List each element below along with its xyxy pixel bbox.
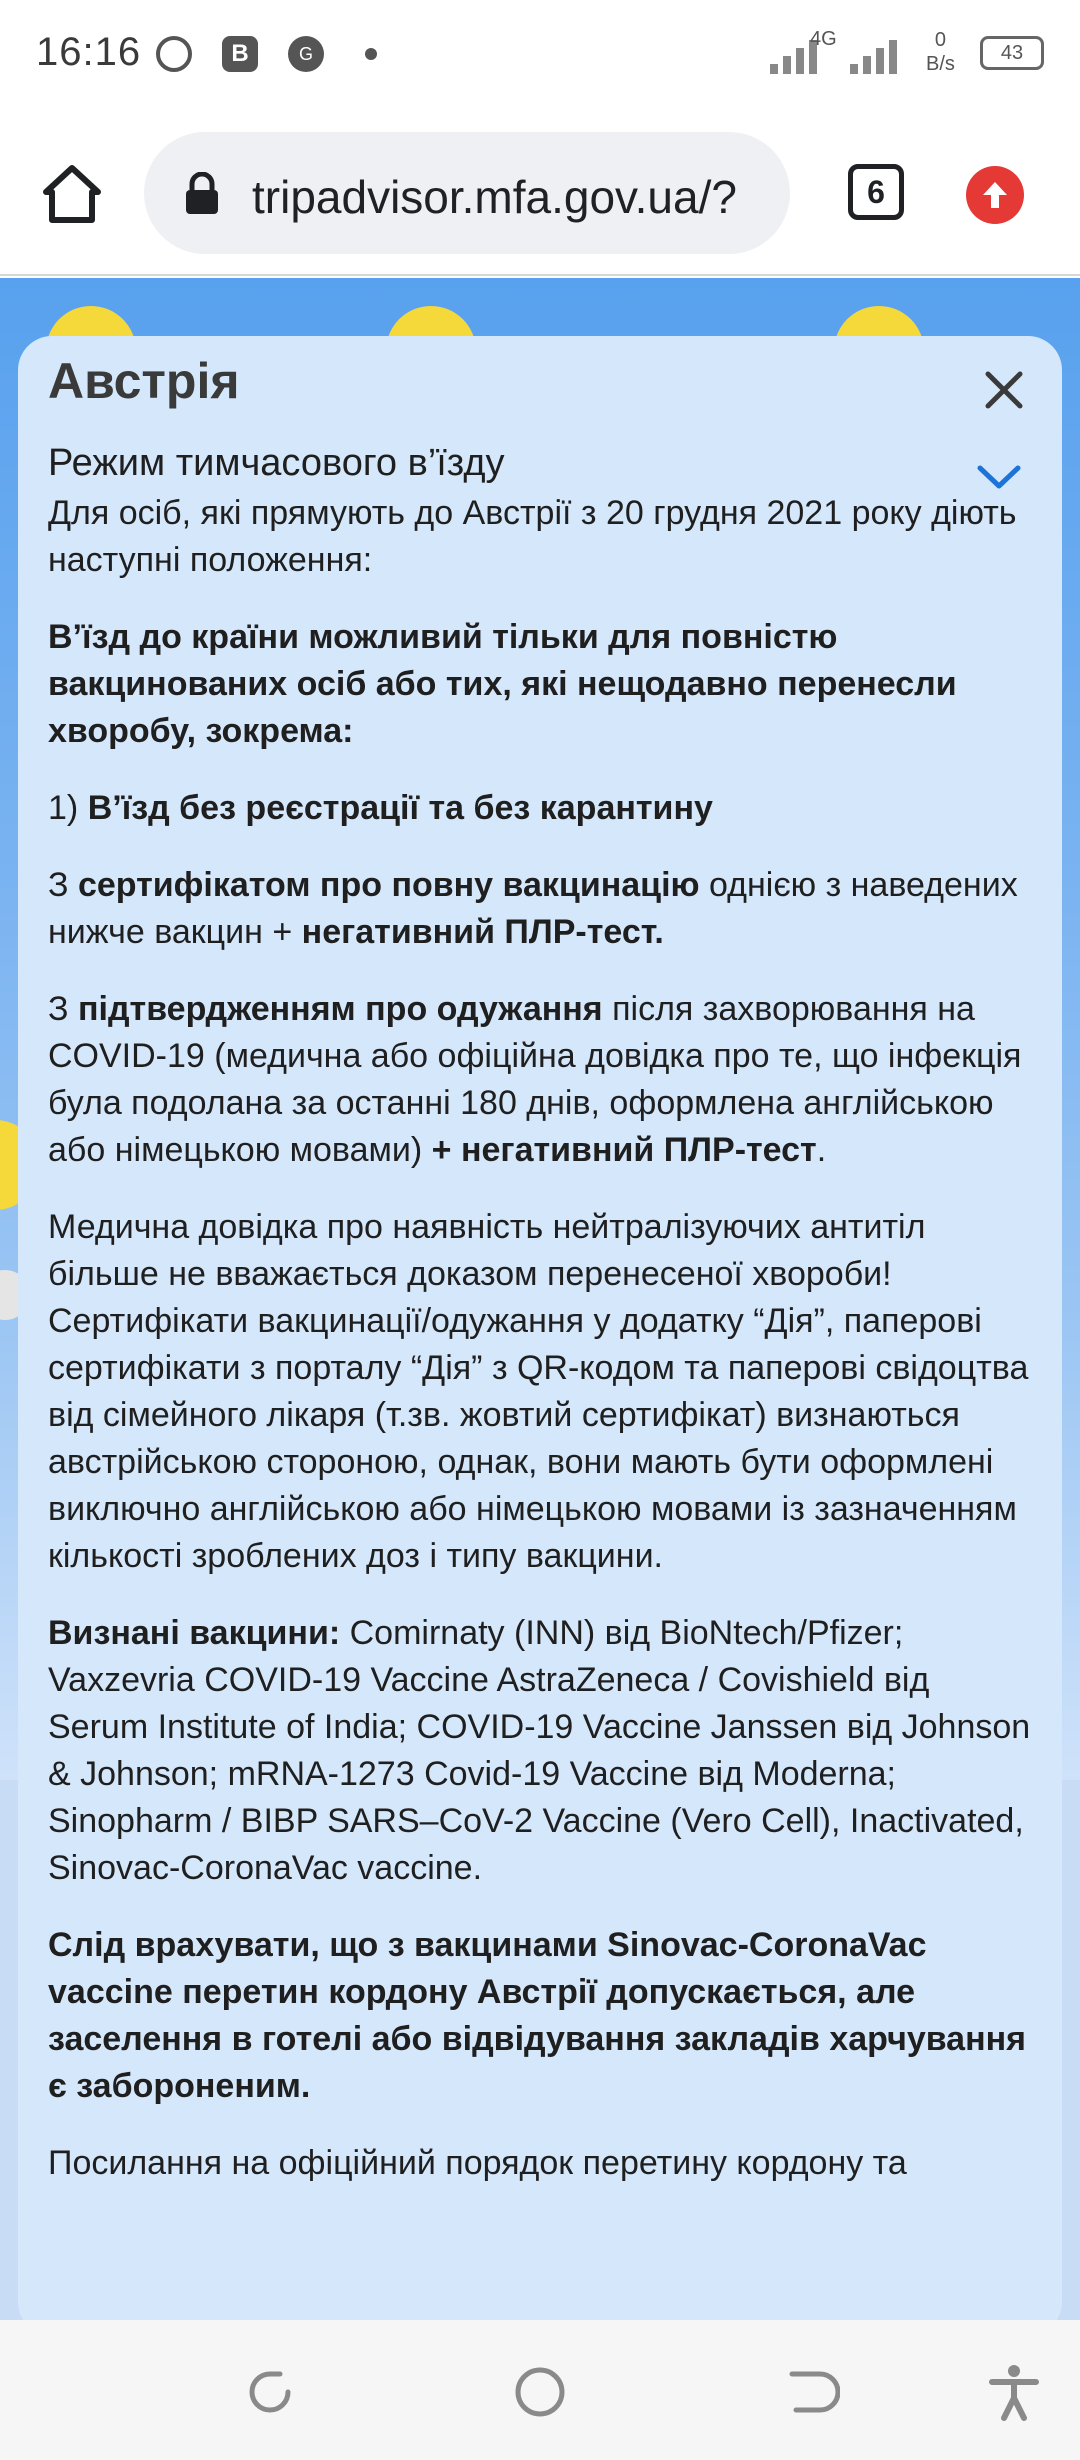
vaccination-cert-text: [48, 862, 1038, 956]
country-info-modal: [18, 336, 1062, 2336]
modal-content: [48, 490, 1038, 2217]
modal-title: Австрія: [48, 353, 240, 409]
recov-bold2: + негативний ПЛР-тест: [431, 1131, 817, 1169]
home-circle-icon[interactable]: [510, 2362, 570, 2422]
recov-end: .: [816, 1131, 827, 1169]
recov-part2: після захворювання на COVID-19 (медична або офіційна довідка про те, що інфекція була подолана за останні 180 днів, оформлена англійською або німецькою мовами): [48, 990, 1022, 1169]
tab-switcher-button[interactable]: 6: [848, 164, 904, 220]
official-link-text[interactable]: Посилання на офіційний порядок перетину кордону та: [48, 2144, 907, 2182]
cert-part1: З: [48, 866, 78, 904]
vaccines-label: Визнані вакцини:: [48, 1614, 341, 1652]
home-icon[interactable]: [40, 162, 104, 226]
recov-bold: підтвердженням про одужання: [77, 990, 603, 1028]
lock-icon: [184, 172, 220, 214]
signal-icon-2: [850, 30, 910, 74]
navigation-bar: [0, 2320, 1080, 2460]
point-1: [48, 785, 1038, 832]
accessibility-icon[interactable]: [984, 2362, 1044, 2422]
point-1-number: 1): [48, 789, 88, 827]
chevron-down-icon[interactable]: [976, 462, 1022, 492]
network-speed-unit: B/s: [926, 53, 955, 75]
recov-part1: З: [48, 990, 78, 1028]
address-bar[interactable]: [144, 132, 790, 254]
translate-icon: G: [288, 36, 324, 72]
intro-text: Для осіб, які прямують до Австрії з 20 грудня 2021 року діють наступні положення:: [48, 494, 1017, 579]
dot-icon: [365, 48, 377, 60]
status-bar: [0, 0, 1080, 110]
sync-icon: [156, 36, 192, 72]
warning-text: [48, 1922, 1038, 2110]
cert-bold2: негативний ПЛР-тест.: [301, 913, 664, 951]
network-type: 4G: [810, 28, 837, 50]
b-app-icon: B: [222, 36, 258, 72]
entry-rule: [48, 614, 1038, 755]
vaccines-text: Comirnaty (INN) від BioNtech/Pfizer; Vaxzevria COVID-19 Vaccine AstraZeneca / Covishield від Serum Institute of India; COVID-19 Vaccine Janssen від Johnson & Johnson; mRNA-1273 Covid-19 Vaccine від Moderna; Sinopharm / BIBP SARS–CoV-2 Vaccine (Vero Cell), Inactivated, Sinovac-CoronaVac vaccine.: [48, 1614, 1031, 1887]
back-icon[interactable]: [780, 2362, 840, 2422]
cert-part2: однією з наведених нижче вакцин +: [48, 866, 1018, 951]
section-title: Режим тимчасового в’їзду: [48, 442, 505, 484]
warning-bold: Слід врахувати, що з вакцинами Sinovac-CoronaVac vaccine перетин кордону Австрії допускається, але заселення в готелі або відвідування закладів харчування є забороненим.: [48, 1926, 1026, 2105]
close-icon[interactable]: [980, 366, 1028, 414]
network-speed: [926, 28, 955, 76]
browser-toolbar: [0, 110, 1080, 276]
update-icon[interactable]: [966, 166, 1024, 224]
status-time: 16:16: [36, 30, 142, 74]
battery-icon: 43: [980, 36, 1044, 70]
cert-bold: сертифікатом про повну вакцинацію: [77, 866, 700, 904]
vaccines-list: [48, 1610, 1038, 1892]
recent-apps-icon[interactable]: [240, 2362, 300, 2422]
network-speed-value: 0: [934, 29, 947, 51]
url-text: tripadvisor.mfa.gov.ua/?: [252, 171, 737, 223]
entry-rule-bold: В’їзд до країни можливий тільки для повністю вакцинованих осіб або тих, які нещодавно перенесли хворобу, зокрема:: [48, 618, 957, 750]
medical-note: Медична довідка про наявність нейтралізуючих антитіл більше не вважається доказом перенесеної хвороби! Сертифікати вакцинації/одужання у додатку “Дія”, паперові сертифікати з порталу “Дія” з QR-кодом та паперові свідоцтва від сімейного лікаря (т.зв. жовтий сертифікат) визнаються австрійською стороною, однак, вони мають бути оформлені виключно англійською або німецькою мовами із зазначенням кількості зроблених доз і типу вакцини.: [48, 1208, 1029, 1575]
point-1-bold: В’їзд без реєстрації та без карантину: [87, 789, 713, 827]
recovery-text: [48, 986, 1038, 1174]
